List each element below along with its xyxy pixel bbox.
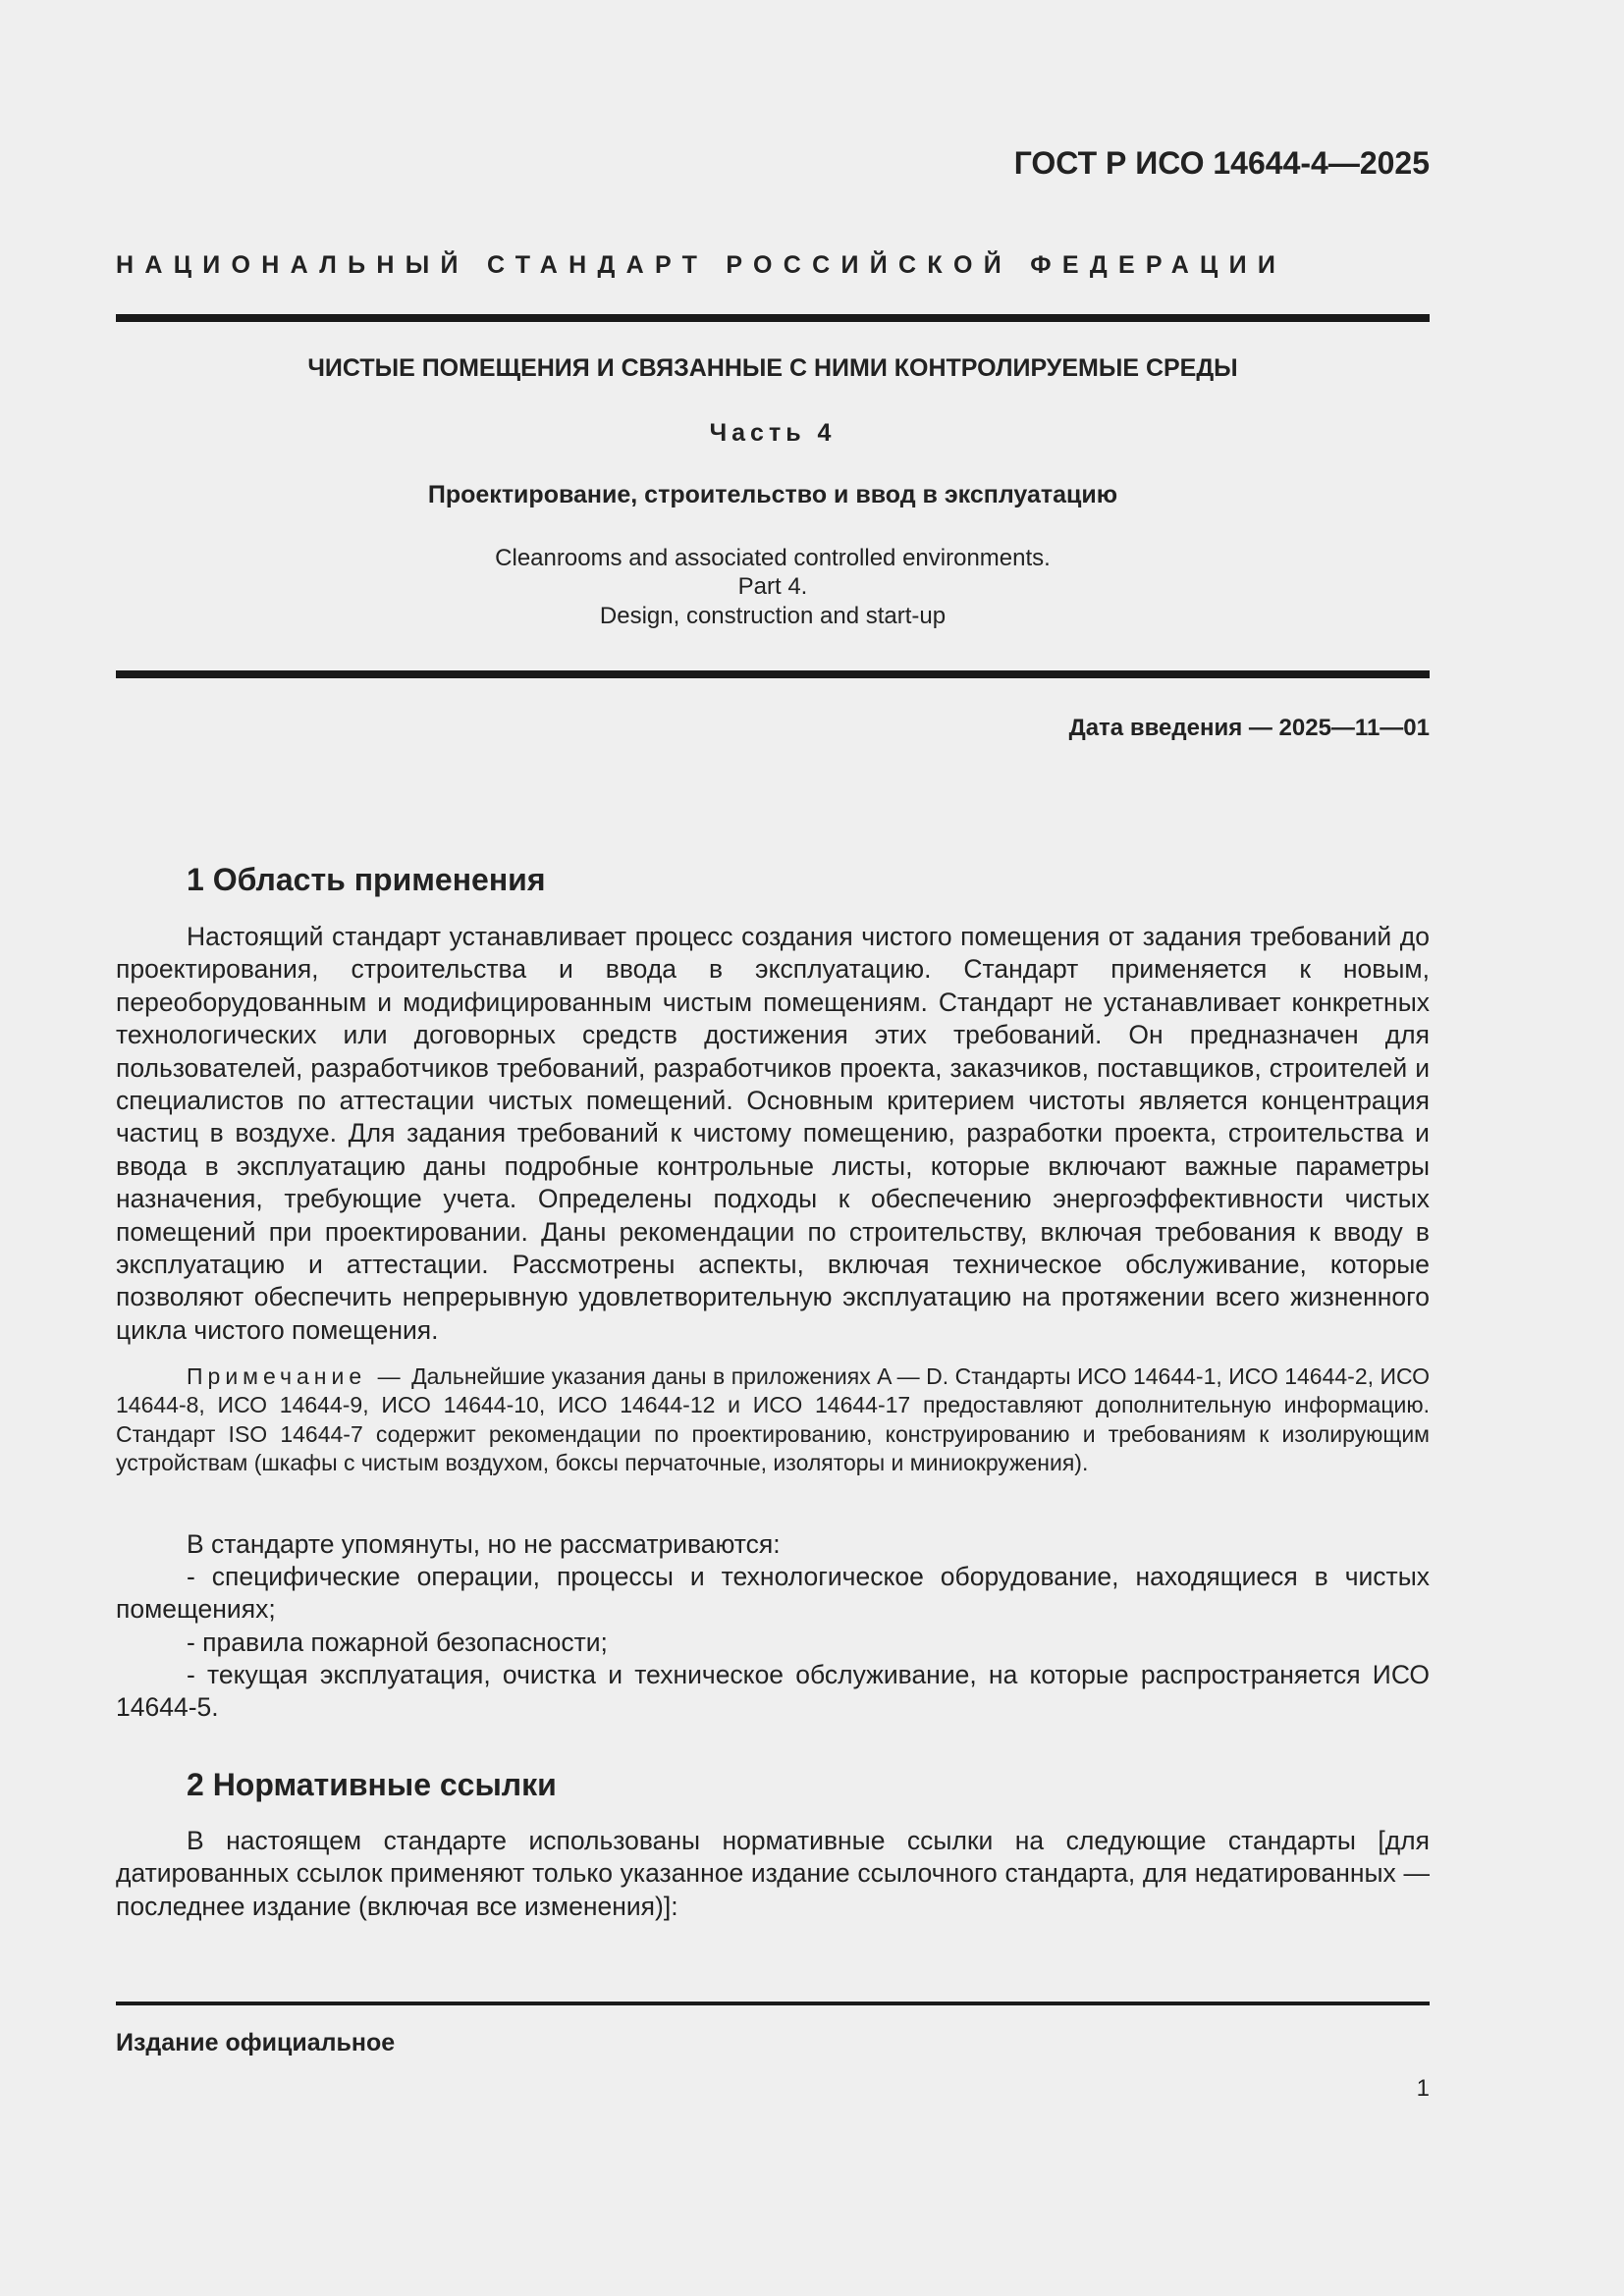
national-standard-heading: НАЦИОНАЛЬНЫЙ СТАНДАРТ РОССИЙСКОЙ ФЕДЕРАЦИИ: [116, 251, 1287, 279]
footer-rule: [116, 2002, 1430, 2005]
document-part: Часть 4: [709, 419, 837, 447]
note-text: Дальнейшие указания даны в приложениях A — D. Стандарты ИСО 14644-1, ИСО 14644-2, ИСО 14644-8, ИСО 14644-9, ИСО 14644-10, ИСО 14644-12 и ИСО 14644-17 предоставляют дополнительную информацию. Стандарт ISO 14644-7 содержит рекомендации по проектированию, конструированию и требованиям к изолирующим устройствам (шкафы с чистым воздухом, боксы перчаточные, изоляторы и миниокружения).: [116, 1363, 1430, 1475]
list-item: - текущая эксплуатация, очистка и техническое обслуживание, на которые распространяется ИСО 14644-5.: [116, 1660, 1430, 1723]
english-title-line-1: Cleanrooms and associated controlled environments.: [495, 545, 1051, 571]
list-item: - специфические операции, процессы и технологическое оборудование, находящиеся в чистых помещениях;: [116, 1562, 1430, 1625]
document-title: ЧИСТЫЕ ПОМЕЩЕНИЯ И СВЯЗАННЫЕ С НИМИ КОНТРОЛИРУЕМЫЕ СРЕДЫ: [307, 354, 1238, 382]
title-bottom-rule: [116, 670, 1430, 678]
note-label: Примечание —: [187, 1363, 406, 1389]
section-1-paragraph: Настоящий стандарт устанавливает процесс создания чистого помещения от задания требований до проектирования, строительства и ввода в эксплуатацию. Стандарт применяется к новым, переоборудованным и модифицированным чистым помещениям. Стандарт не устанавливает конкретных технологических или договорных средств достижения этих требований. Он предназначен для пользователей, разработчиков требований, разработчиков проекта, заказчиков, поставщиков, строителей и специалистов по аттестации чистых помещений. Основным критерием чистоты является концентрация частиц в воздухе. Для задания требований к чистому помещению, разработки проекта, строительства и ввода в эксплуатацию даны подробные контрольные листы, которые включают важные параметры назначения, требующие учета. Определены подходы к обеспечению энергоэффективности чистых помещений при проектировании. Даны рекомендации по строительству, включая требования к вводу в эксплуатацию и аттестации. Рассмотрены аспекты, включая техническое обслуживание, которые позволяют обеспечить непрерывную удовлетворительную эксплуатацию на протяжении всего жизненного цикла чистого помещения.: [116, 922, 1430, 1345]
english-title-line-2: Part 4.: [737, 573, 808, 600]
mentioned-intro: В стандарте упомянуты, но не рассматриваются:: [187, 1529, 781, 1559]
edition-label: Издание официальное: [116, 2029, 396, 2056]
section-2-paragraph: В настоящем стандарте использованы нормативные ссылки на следующие стандарты [для датированных ссылок применяют только указанное издание ссылочного стандарта, для недатированных — последнее издание (включая все изменения)]:: [116, 1826, 1430, 1921]
page-number: 1: [1416, 2075, 1430, 2102]
document-subtitle: Проектирование, строительство и ввод в эксплуатацию: [427, 481, 1118, 508]
list-item: - правила пожарной безопасности;: [187, 1628, 608, 1657]
document-code: ГОСТ Р ИСО 14644-4—2025: [1013, 145, 1430, 181]
section-2-heading: 2 Нормативные ссылки: [187, 1767, 557, 1802]
section-1-note: [116, 1362, 1430, 1477]
english-title-line-3: Design, construction and start-up: [599, 603, 947, 629]
section-1-heading: 1 Область применения: [187, 862, 546, 897]
introduction-date: Дата введения — 2025—11—01: [1068, 715, 1430, 741]
top-rule: [116, 314, 1430, 322]
